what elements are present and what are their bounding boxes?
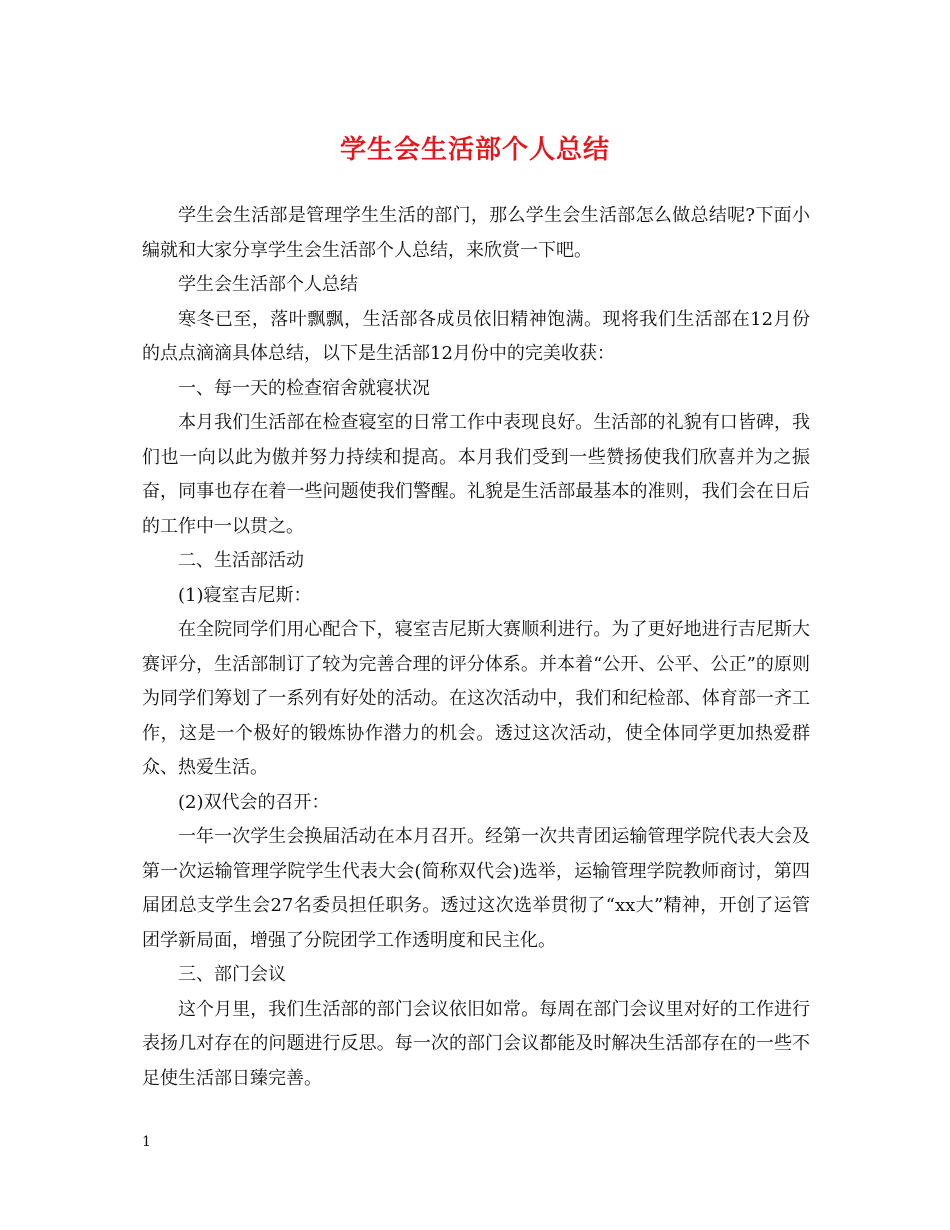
paragraph-opening: 寒冬已至，落叶飘飘，生活部各成员依旧精神饱满。现将我们生活部在12月份的点点滴滴具体总结，以下是生活部12月份中的完美收获： — [142, 308, 810, 364]
section-heading-1: 一、每一天的检查宿舍就寝状况 — [178, 377, 430, 399]
paragraph-guinness: 在全院同学们用心配合下，寝室吉尼斯大赛顺利进行。为了更好地进行吉尼斯大赛评分，生活部制订了较为完善合理的评分体系。并本着“公开、公平、公正”的原则为同学们筹划了一系列有好处的活动。在这次活动中，我们和纪检部、体育部一齐工作，这是一个极好的锻炼协作潜力的机会。透过这次活动，使全体同学更加热爱群众、热爱生活。 — [142, 619, 810, 778]
paragraph-congress: 一年一次学生会换届活动在本月召开。经第一次共青团运输管理学院代表大会及第一次运输管理学院学生代表大会(简称双代会)选举，运输管理学院教师商讨，第四届团总支学生会27名委员担任职务。透过这次选举贯彻了“xx大”精神，开创了运管团学新局面，增强了分院团学工作透明度和民主化。 — [142, 826, 810, 951]
document-title: 学生会生活部个人总结 — [339, 135, 610, 165]
document-body — [142, 199, 810, 1096]
page-number: 1 — [142, 1134, 151, 1150]
paragraph-dorm-check: 本月我们生活部在检查寝室的日常工作中表现良好。生活部的礼貌有口皆碑，我们也一向以此为傲并努力持续和提高。本月我们受到一些赞扬使我们欣喜并为之振奋，同事也存在着一些问题使我们警醒。礼貌是生活部最基本的准则，我们会在日后的工作中一以贯之。 — [142, 412, 810, 537]
section-heading-3: 三、部门会议 — [178, 964, 286, 985]
section-heading-2: 二、生活部活动 — [178, 550, 304, 571]
paragraph-meetings: 这个月里，我们生活部的部门会议依旧如常。每周在部门会议里对好的工作进行表扬几对存在的问题进行反思。每一次的部门会议都能及时解决生活部存在的一些不足使生活部日臻完善。 — [142, 998, 810, 1089]
subheading-congress: (2)双代会的召开： — [178, 791, 330, 813]
subheading-guinness: (1)寝室吉尼斯： — [178, 584, 312, 606]
paragraph-intro: 学生会生活部是管理学生生活的部门，那么学生会生活部怎么做总结呢?下面小编就和大家分享学生会生活部个人总结，来欣赏一下吧。 — [142, 205, 810, 261]
paragraph-subtitle: 学生会生活部个人总结 — [178, 274, 358, 295]
